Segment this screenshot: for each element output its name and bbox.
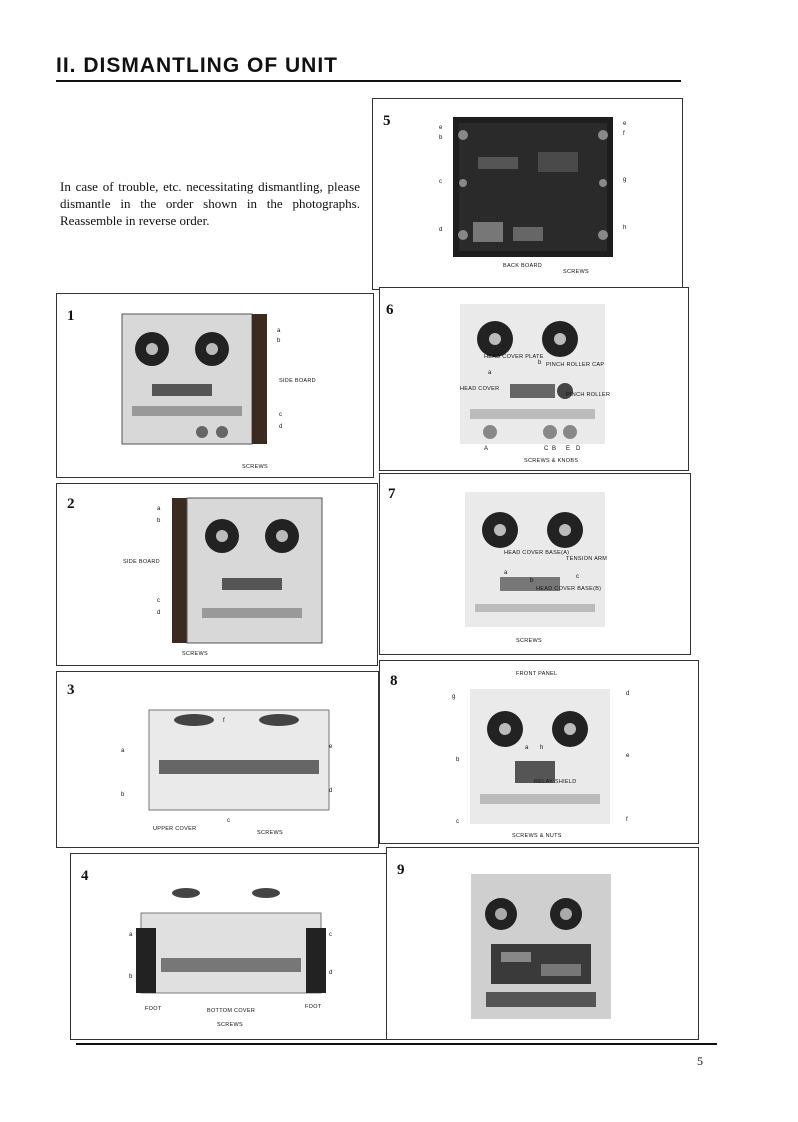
panel-number: 4 bbox=[81, 868, 89, 884]
label-a: a bbox=[121, 748, 125, 754]
label-b: b bbox=[121, 792, 125, 798]
label-b-left: b bbox=[439, 135, 443, 141]
panel-9 bbox=[386, 847, 699, 1040]
screws-nuts-label: SCREWS & NUTS bbox=[512, 833, 562, 839]
label-e: e bbox=[626, 753, 630, 759]
side-board-label: SIDE BOARD bbox=[279, 378, 316, 384]
deck-photo bbox=[460, 304, 605, 444]
back-board-photo bbox=[453, 117, 613, 257]
back-board-label: BACK BOARD bbox=[503, 263, 543, 269]
label-b: b bbox=[277, 338, 281, 344]
deck-bottom-photo bbox=[141, 868, 321, 993]
label-b: b bbox=[129, 974, 133, 980]
page-number: 5 bbox=[697, 1054, 703, 1068]
panel-number: 5 bbox=[383, 113, 391, 129]
label-d: d bbox=[329, 788, 333, 794]
deck-interior-photo bbox=[471, 874, 611, 1019]
label-c: c bbox=[576, 574, 579, 580]
label-b: b bbox=[538, 360, 542, 366]
label-d: d bbox=[157, 610, 161, 616]
label-C: C bbox=[544, 446, 549, 452]
label-h: h bbox=[540, 745, 544, 751]
panel-number: 1 bbox=[67, 308, 75, 324]
head-cover-label: HEAD COVER bbox=[460, 386, 500, 392]
label-c-left: c bbox=[439, 179, 442, 185]
pinch-roller-cap-label: PINCH ROLLER CAP bbox=[546, 362, 605, 368]
footer-rule bbox=[76, 1043, 717, 1045]
tension-arm-label: TENSION ARM bbox=[566, 556, 608, 562]
label-c: c bbox=[279, 412, 282, 418]
deck-top-photo bbox=[149, 690, 329, 810]
screws-label: SCREWS bbox=[182, 651, 208, 657]
panel-1 bbox=[56, 293, 374, 478]
panel-number: 6 bbox=[386, 302, 394, 318]
head-cover-plate-label: HEAD COVER PLATE bbox=[484, 354, 544, 360]
screws-label: SCREWS bbox=[563, 269, 589, 275]
panel-8 bbox=[379, 660, 699, 844]
label-f: f bbox=[626, 817, 628, 823]
page-title: II. DISMANTLING OF UNIT bbox=[56, 54, 338, 77]
label-c: c bbox=[329, 932, 332, 938]
label-E: E bbox=[566, 446, 571, 452]
foot-right-label: FOOT bbox=[305, 1004, 322, 1010]
panel-number: 3 bbox=[67, 682, 75, 698]
screws-knobs-label: SCREWS & KNOBS bbox=[524, 458, 579, 464]
bottom-cover-label: BOTTOM COVER bbox=[207, 1008, 256, 1014]
panel-number: 7 bbox=[388, 486, 396, 502]
label-d-left: d bbox=[439, 227, 443, 233]
deck-photo bbox=[172, 498, 322, 643]
side-board-label: SIDE BOARD bbox=[123, 559, 160, 565]
label-c: c bbox=[456, 819, 459, 825]
panel-6 bbox=[379, 287, 689, 471]
label-D: D bbox=[576, 446, 581, 452]
screws-label: SCREWS bbox=[257, 830, 283, 836]
label-a: a bbox=[525, 745, 529, 751]
panel-2 bbox=[56, 483, 378, 666]
label-c: c bbox=[157, 598, 160, 604]
label-f: f bbox=[223, 718, 225, 724]
label-e-left: e bbox=[439, 125, 443, 131]
label-a: a bbox=[129, 932, 133, 938]
label-e-right: e bbox=[623, 121, 627, 127]
panel-5 bbox=[372, 98, 683, 290]
panel-7 bbox=[379, 473, 691, 655]
panel-number: 8 bbox=[390, 673, 398, 689]
label-h-right: h bbox=[623, 225, 627, 231]
panel-3 bbox=[56, 671, 379, 848]
upper-cover-label: UPPER COVER bbox=[153, 826, 197, 832]
deck-photo bbox=[122, 314, 267, 449]
deck-photo bbox=[470, 689, 610, 824]
label-g-right: g bbox=[623, 177, 627, 183]
foot-left-label: FOOT bbox=[145, 1006, 162, 1012]
front-panel-label: FRONT PANEL bbox=[516, 671, 558, 677]
head-cover-base-b-label: HEAD COVER BASE(B) bbox=[536, 586, 602, 592]
pinch-roller-label: PINCH ROLLER bbox=[566, 392, 611, 398]
label-a: a bbox=[277, 328, 281, 334]
intro-paragraph: In case of trouble, etc. necessitating dismantling, please dismantle in the order shown in the photographs. Reassemble in reverse order. bbox=[60, 179, 360, 228]
label-d: d bbox=[626, 691, 630, 697]
label-A: A bbox=[484, 446, 489, 452]
panel-number: 2 bbox=[67, 496, 75, 512]
panel-number: 9 bbox=[397, 862, 405, 878]
label-a: a bbox=[157, 506, 161, 512]
screws-label: SCREWS bbox=[516, 638, 542, 644]
label-a: a bbox=[488, 370, 492, 376]
label-a: a bbox=[504, 570, 508, 576]
label-b: b bbox=[157, 518, 161, 524]
label-B: B bbox=[552, 446, 557, 452]
head-cover-base-a-label: HEAD COVER BASE(A) bbox=[504, 550, 570, 556]
relay-shield-label: RELAY SHIELD bbox=[534, 779, 577, 785]
label-b: b bbox=[530, 578, 534, 584]
screws-label: SCREWS bbox=[242, 464, 268, 470]
label-d: d bbox=[329, 970, 333, 976]
label-d: d bbox=[279, 424, 283, 430]
label-c: c bbox=[227, 818, 230, 824]
panel-4 bbox=[70, 853, 389, 1040]
title-rule bbox=[56, 80, 681, 82]
label-b: b bbox=[456, 757, 460, 763]
label-e: e bbox=[329, 744, 333, 750]
label-g: g bbox=[452, 694, 456, 700]
screws-label: SCREWS bbox=[217, 1022, 243, 1028]
label-f-right: f bbox=[623, 131, 625, 137]
